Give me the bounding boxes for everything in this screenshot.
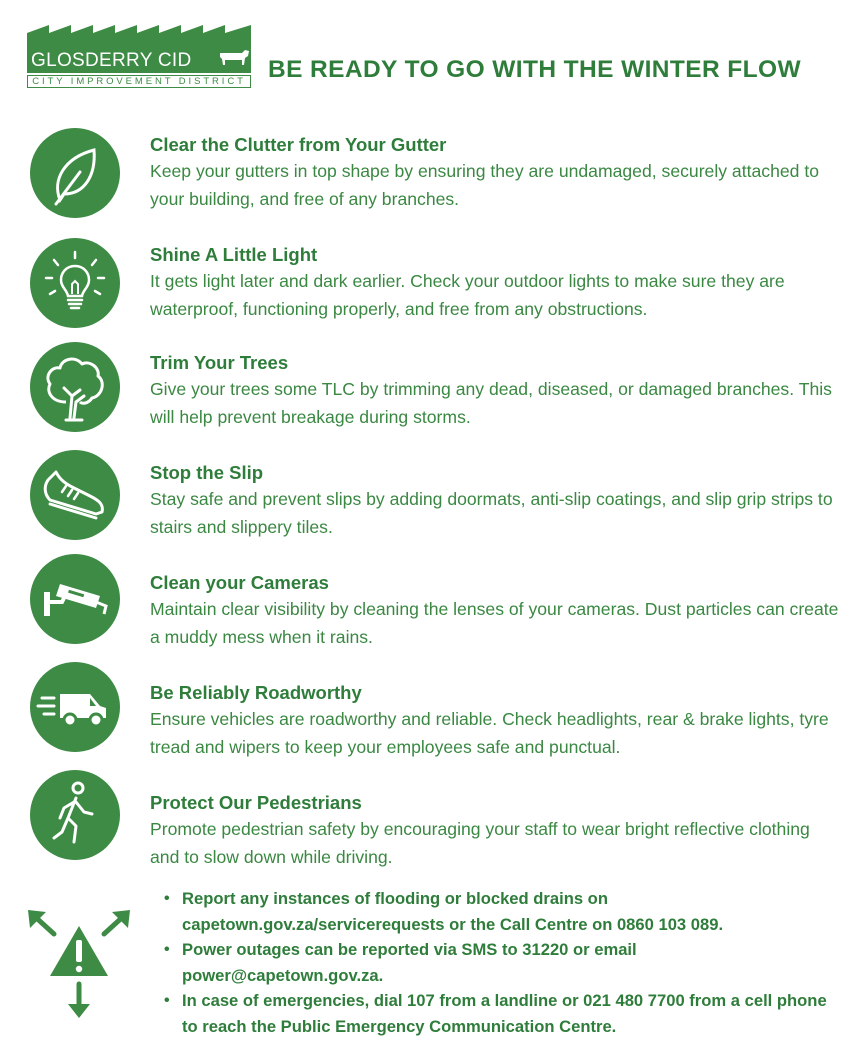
header — [0, 0, 847, 110]
tip-body: Keep your gutters in top shape by ensuring they are undamaged, securely attached to your building, and free of any branches. — [150, 161, 819, 209]
page-headline: BE READY TO GO WITH THE WINTER FLOW — [268, 56, 802, 83]
bullet: • — [164, 941, 170, 958]
tree-icon — [30, 342, 120, 432]
tip-cameras — [0, 566, 847, 666]
logo-subtitle: CITY IMPROVEMENT DISTRICT — [27, 75, 251, 88]
notice-list — [160, 886, 840, 1039]
security-camera-icon — [30, 554, 120, 644]
notice-text: Power outages can be reported via SMS to 31220 or email power@capetown.gov.za. — [182, 940, 637, 985]
tip-slip — [0, 456, 847, 556]
tip-body: Ensure vehicles are roadworthy and reliable. Check headlights, rear & brake lights, tyre tread and wipers to keep your employees safe and punctual. — [150, 709, 829, 757]
notice-text: Report any instances of flooding or blocked drains on capetown.gov.za/servicerequests or the Call Centre on 0860 103 089. — [182, 889, 724, 934]
shoe-icon — [30, 450, 120, 540]
bullet: • — [164, 992, 170, 1009]
notice-item — [160, 886, 840, 937]
notice-item — [160, 988, 840, 1039]
tip-lights — [0, 238, 847, 338]
tip-title: Clear the Clutter from Your Gutter — [150, 134, 447, 155]
tip-roadworthy — [0, 676, 847, 776]
tip-body: Stay safe and prevent slips by adding doormats, anti-slip coatings, and slip grip strips to stairs and slippery tiles. — [150, 489, 833, 537]
glosderry-cid-logo — [27, 25, 253, 89]
light-bulb-icon — [30, 238, 120, 328]
tip-title: Protect Our Pedestrians — [150, 792, 362, 813]
tip-trees — [0, 346, 847, 446]
tip-body: Give your trees some TLC by trimming any dead, diseased, or damaged branches. This will help prevent breakage during storms. — [150, 379, 832, 427]
tip-body: It gets light later and dark earlier. Check your outdoor lights to make sure they are waterproof, functioning properly, and free from any obstructions. — [150, 271, 785, 319]
tip-title: Be Reliably Roadworthy — [150, 682, 362, 703]
delivery-van-icon — [30, 662, 120, 752]
bullet: • — [164, 890, 170, 907]
pedestrian-icon — [30, 770, 120, 860]
notice-text: In case of emergencies, dial 107 from a landline or 021 480 7700 from a cell phone to reach the Public Emergency Communication Centre. — [182, 991, 827, 1036]
tip-title: Clean your Cameras — [150, 572, 329, 593]
tip-title: Stop the Slip — [150, 462, 264, 483]
warning-arrows-icon — [26, 908, 132, 1020]
tip-title: Trim Your Trees — [150, 352, 289, 373]
leaf-icon — [30, 128, 120, 218]
tip-gutter — [0, 128, 847, 228]
tip-pedestrians — [0, 786, 847, 886]
logo-main-text: GLOSDERRY CID — [31, 50, 192, 71]
tip-body: Maintain clear visibility by cleaning the lenses of your cameras. Dust particles can create a muddy mess when it rains. — [150, 599, 839, 647]
tip-body: Promote pedestrian safety by encouraging your staff to wear bright reflective clothing and to slow down while driving. — [150, 819, 810, 867]
tip-title: Shine A Little Light — [150, 244, 318, 265]
notice-item — [160, 937, 840, 988]
